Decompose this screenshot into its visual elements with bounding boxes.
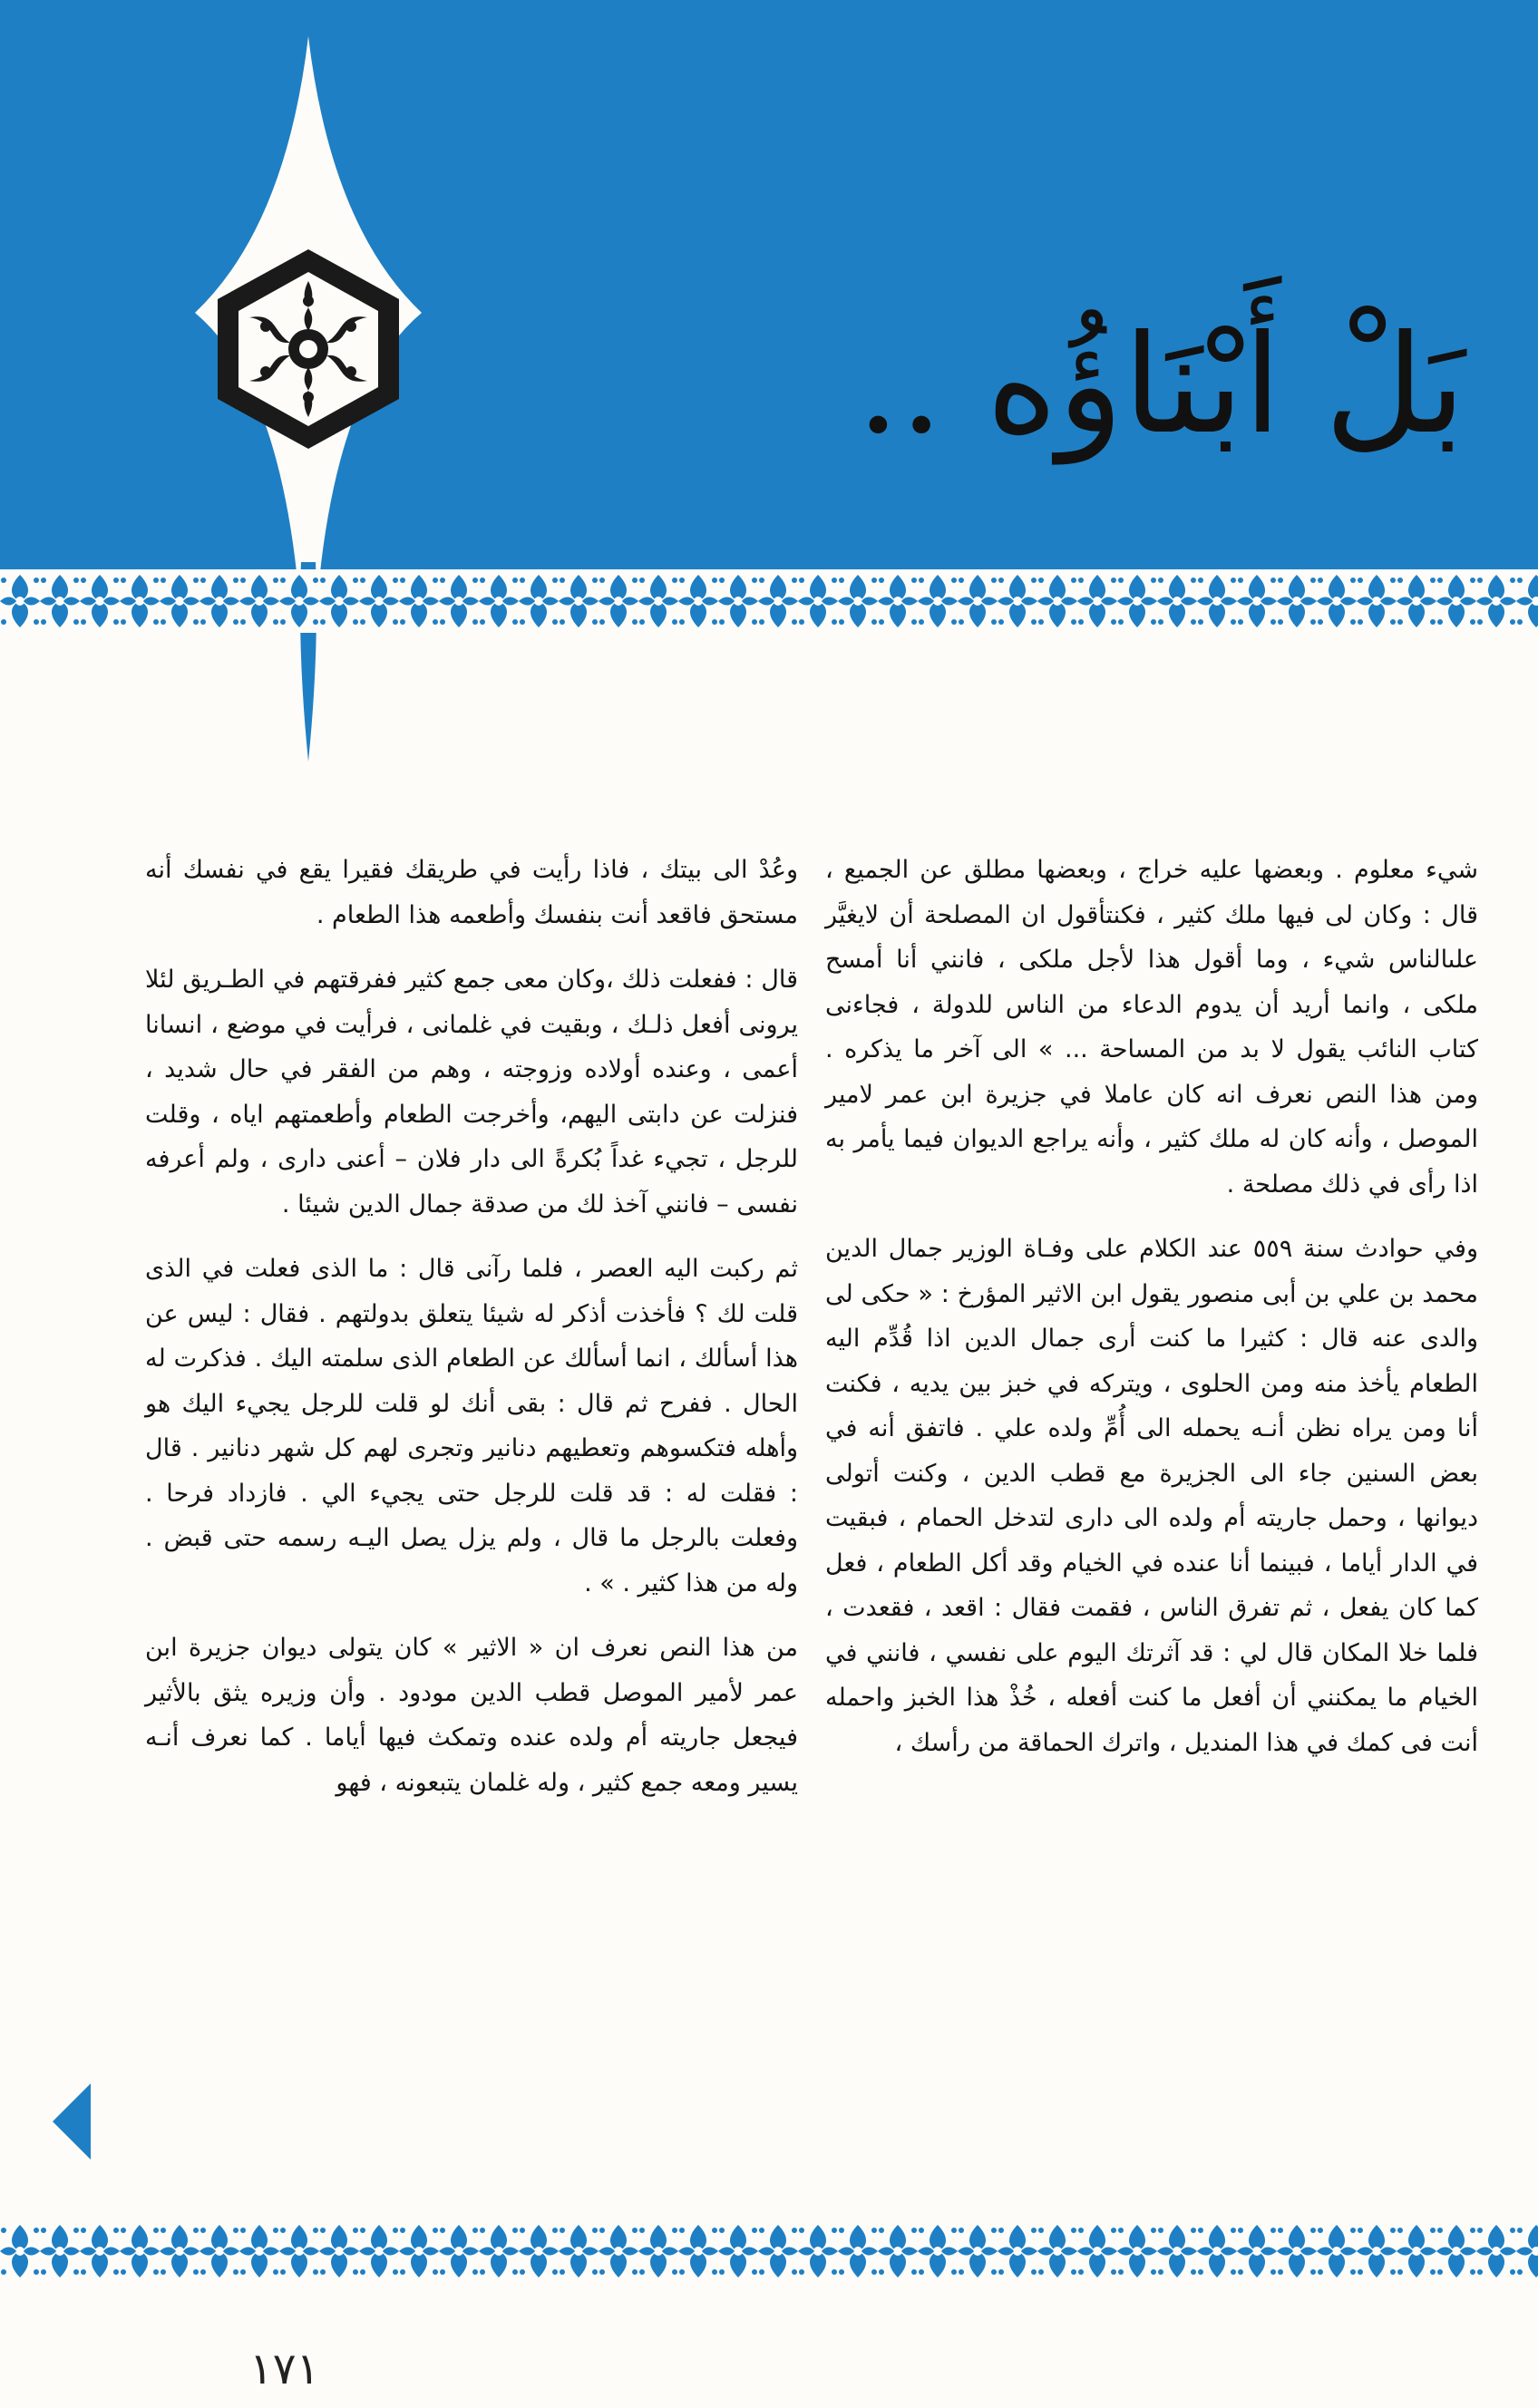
arabesque-border-motif-icon <box>1317 2219 1357 2283</box>
arabesque-border-motif-icon <box>1516 2219 1538 2283</box>
arabesque-border-motif-icon <box>559 569 599 633</box>
arabesque-border-motif-icon <box>1237 569 1277 633</box>
arabesque-border-motif-icon <box>1277 569 1317 633</box>
arabesque-border-motif-icon <box>1077 2219 1117 2283</box>
arabesque-border-motif-icon <box>918 569 958 633</box>
arabesque-border-motif-icon <box>319 2219 359 2283</box>
arabesque-border-motif-icon <box>838 569 878 633</box>
arabesque-border-motif-icon <box>638 2219 678 2283</box>
arabesque-border-motif-icon <box>758 569 798 633</box>
arabesque-border-motif-icon <box>1037 2219 1077 2283</box>
article-title: بَلْ أَبْنَاؤُه .. <box>856 306 1465 464</box>
paragraph: شيء معلوم . وبعضها عليه خراج ، وبعضها مطلق عن الجميع ، قال : وكان لى فيها ملك كثير ، فكنتأقول ان المصلحة أن لايغيَّر علىالناس شيء ، وما أقول هذا لأجل ملكى ، فانني أنا أمسح ملكى ، وانما أريد أن يدوم الدعاء من الناس للدولة ، فجاءنى كتاب النائب يقول لا بد من المساحة ... » الى آخر ما يذكره . ومن هذا النص نعرف انه كان عاملا في جزيرة ابن عمر لامير الموصل ، وأنه كان له ملك كثير ، وأنه يراجع الديوان فيما يأمر به اذا رأى في ذلك مصلحة . <box>825 856 1478 1199</box>
arabesque-border-motif-icon <box>399 569 439 633</box>
side-triangle-icon <box>47 2076 102 2167</box>
arabesque-border-motif-icon <box>1476 2219 1516 2283</box>
paragraph: ثم ركبت اليه العصر ، فلما رآنى قال : ما الذى فعلت في الذى قلت لك ؟ فأخذت أذكر له شيئا يتعلق بدولتهم . فقال : ليس عن هذا أسألك ، انما أسألك عن الطعام الذى سلمته اليك . فذكرت له الحال . ففرح ثم قال : بقى أنك لو قلت للرجل يجيء اليك هو وأهله فتكسوهم وتعطيهم دنانير وتجرى لهم كل شهر دنانير . قال : فقلت له : قد قلت للرجل حتى يجيء الي . فازداد فرحا . وفعلت بالرجل ما قال ، ولم يزل يصل اليـه رسمه حتى قبض . وله من هذا كثير . » . <box>145 1255 798 1597</box>
text-column-left <box>145 848 798 1825</box>
arabesque-border-motif-icon <box>239 2219 279 2283</box>
arabesque-border-motif-icon <box>559 2219 599 2283</box>
arabesque-border-motif-icon <box>40 2219 80 2283</box>
arabesque-border-motif-icon <box>798 2219 838 2283</box>
arabesque-border-motif-icon <box>120 2219 160 2283</box>
arabesque-border-motif-icon <box>200 569 239 633</box>
arabesque-border-motif-icon <box>1357 569 1397 633</box>
arabesque-border-motif-icon <box>1436 2219 1476 2283</box>
arabesque-border-motif-icon <box>80 569 120 633</box>
arabesque-border-motif-icon <box>1436 569 1476 633</box>
arabesque-border-motif-icon <box>958 569 998 633</box>
arabesque-border-motif-icon <box>718 569 758 633</box>
arabesque-border-motif-icon <box>1317 569 1357 633</box>
arabesque-border-motif-icon <box>998 2219 1037 2283</box>
arabesque-medallion-icon <box>204 245 413 453</box>
arabesque-border-motif-icon <box>439 569 479 633</box>
arabesque-border-motif-icon <box>399 2219 439 2283</box>
arabesque-border-motif-icon <box>1197 2219 1237 2283</box>
arabesque-border-motif-icon <box>798 569 838 633</box>
arabesque-border-motif-icon <box>838 2219 878 2283</box>
arabesque-border-motif-icon <box>0 2219 40 2283</box>
arabesque-border-motif-icon <box>279 569 319 633</box>
arabesque-border-motif-icon <box>1077 569 1117 633</box>
arabesque-border-motif-icon <box>1397 2219 1436 2283</box>
arabesque-border-motif-icon <box>599 2219 638 2283</box>
arabesque-border-motif-icon <box>998 569 1037 633</box>
arabesque-border-motif-icon <box>1197 569 1237 633</box>
arabesque-border-motif-icon <box>878 2219 918 2283</box>
top-ornament-border <box>0 569 1538 633</box>
bottom-ornament-border <box>0 2219 1538 2283</box>
arabesque-border-motif-icon <box>279 2219 319 2283</box>
paragraph: من هذا النص نعرف ان « الاثير » كان يتولى ديوان جزيرة ابن عمر لأمير الموصل قطب الدين مودود . وأن وزيره يثق بالأثير فيجعل جاريته أم ولده عنده وتمكث فيها أياما . كما نعرف أنـه يسير ومعه جمع كثير ، وله غلمان يتبعونه ، فهو <box>145 1634 798 1797</box>
arabesque-border-motif-icon <box>359 2219 399 2283</box>
arabesque-border-motif-icon <box>1357 2219 1397 2283</box>
arabesque-border-motif-icon <box>160 2219 200 2283</box>
arabesque-border-motif-icon <box>239 569 279 633</box>
arabesque-border-motif-icon <box>678 569 718 633</box>
arabesque-border-motif-icon <box>1037 569 1077 633</box>
arabesque-border-motif-icon <box>160 569 200 633</box>
arabesque-border-motif-icon <box>0 569 40 633</box>
arabesque-border-motif-icon <box>479 569 519 633</box>
arabesque-border-motif-icon <box>40 569 80 633</box>
arabesque-border-motif-icon <box>599 569 638 633</box>
arabesque-border-motif-icon <box>678 2219 718 2283</box>
paragraph: وعُدْ الى بيتك ، فاذا رأيت في طريقك فقيرا يقع في نفسك أنه مستحق فاقعد أنت بنفسك وأطعمه هذا الطعام . <box>145 856 798 929</box>
arabesque-border-motif-icon <box>1476 569 1516 633</box>
arabesque-border-motif-icon <box>1157 2219 1197 2283</box>
arabesque-border-motif-icon <box>1117 2219 1157 2283</box>
arabesque-border-motif-icon <box>439 2219 479 2283</box>
arabesque-border-motif-icon <box>1397 569 1436 633</box>
arabesque-border-motif-icon <box>120 569 160 633</box>
arabesque-border-motif-icon <box>1157 569 1197 633</box>
arabesque-border-motif-icon <box>958 2219 998 2283</box>
arabesque-border-motif-icon <box>200 2219 239 2283</box>
arabesque-border-motif-icon <box>1117 569 1157 633</box>
page-number: ١٧١ <box>249 2344 320 2394</box>
arabesque-border-motif-icon <box>80 2219 120 2283</box>
arabesque-border-motif-icon <box>718 2219 758 2283</box>
arabesque-border-motif-icon <box>918 2219 958 2283</box>
arabesque-border-motif-icon <box>319 569 359 633</box>
arabesque-border-motif-icon <box>1237 2219 1277 2283</box>
arabesque-border-motif-icon <box>1516 569 1538 633</box>
paragraph: وفي حوادث سنة ٥٥٩ عند الكلام على وفـاة الوزير جمال الدين محمد بن علي بن أبى منصور يقول ابن الاثير المؤرخ : « حكى لى والدى عنه قال : كثيرا ما كنت أرى جمال الدين اذا قُدِّم اليه الطعام يأخذ منه ومن الحلوى ، ويتركه في خبز بين يديه ، فكنت أنا ومن يراه نظن أنـه يحمله الى أُمِّ ولده علي . فاتفق أنه في بعض السنين جاء الى الجزيرة مع قطب الدين ، وكنت أتولى ديوانها ، وحمل جاريته أم ولده الى دارى لتدخل الحمام ، فبقيت في الدار أياما ، فبينما أنا عنده في الخيام وقد أكل الطعام ، فعل كما كان يفعل ، ثم تفرق الناس ، فقمت فقال : اقعد ، فقعدت ، فلما خلا المكان قال لي : قد آثرتك اليوم على نفسي ، فانني في الخيام ما يمكنني أن أفعل ما كنت أفعله ، خُذْ هذا الخبز واحمله أنت فى كمك في هذا المنديل ، واترك الحماقة من رأسك ، <box>825 1235 1478 1757</box>
arabesque-border-motif-icon <box>758 2219 798 2283</box>
text-column-right <box>825 848 1478 1785</box>
arabesque-border-motif-icon <box>1277 2219 1317 2283</box>
arabesque-border-motif-icon <box>479 2219 519 2283</box>
arabesque-border-motif-icon <box>519 2219 559 2283</box>
arabesque-border-motif-icon <box>638 569 678 633</box>
arabesque-border-motif-icon <box>878 569 918 633</box>
arabesque-border-motif-icon <box>359 569 399 633</box>
paragraph: قال : ففعلت ذلك ،وكان معى جمع كثير ففرقتهم في الطـريق لئلا يرونى أفعل ذلـك ، وبقيت في غلمانى ، فرأيت في موضع ، انسانا أعمى ، وعنده أولاده وزوجته ، وهم من الفقر في حال شديد ، فنزلت عن دابتى اليهم، وأخرجت الطعام وأطعمتهم اياه ، وقلت للرجل ، تجيء غداً بُكرةً الى دار فلان – أعنى دارى ، ولم أعرفه نفسى – فانني آخذ لك من صدقة جمال الدين شيئا . <box>145 966 798 1219</box>
arabesque-border-motif-icon <box>519 569 559 633</box>
